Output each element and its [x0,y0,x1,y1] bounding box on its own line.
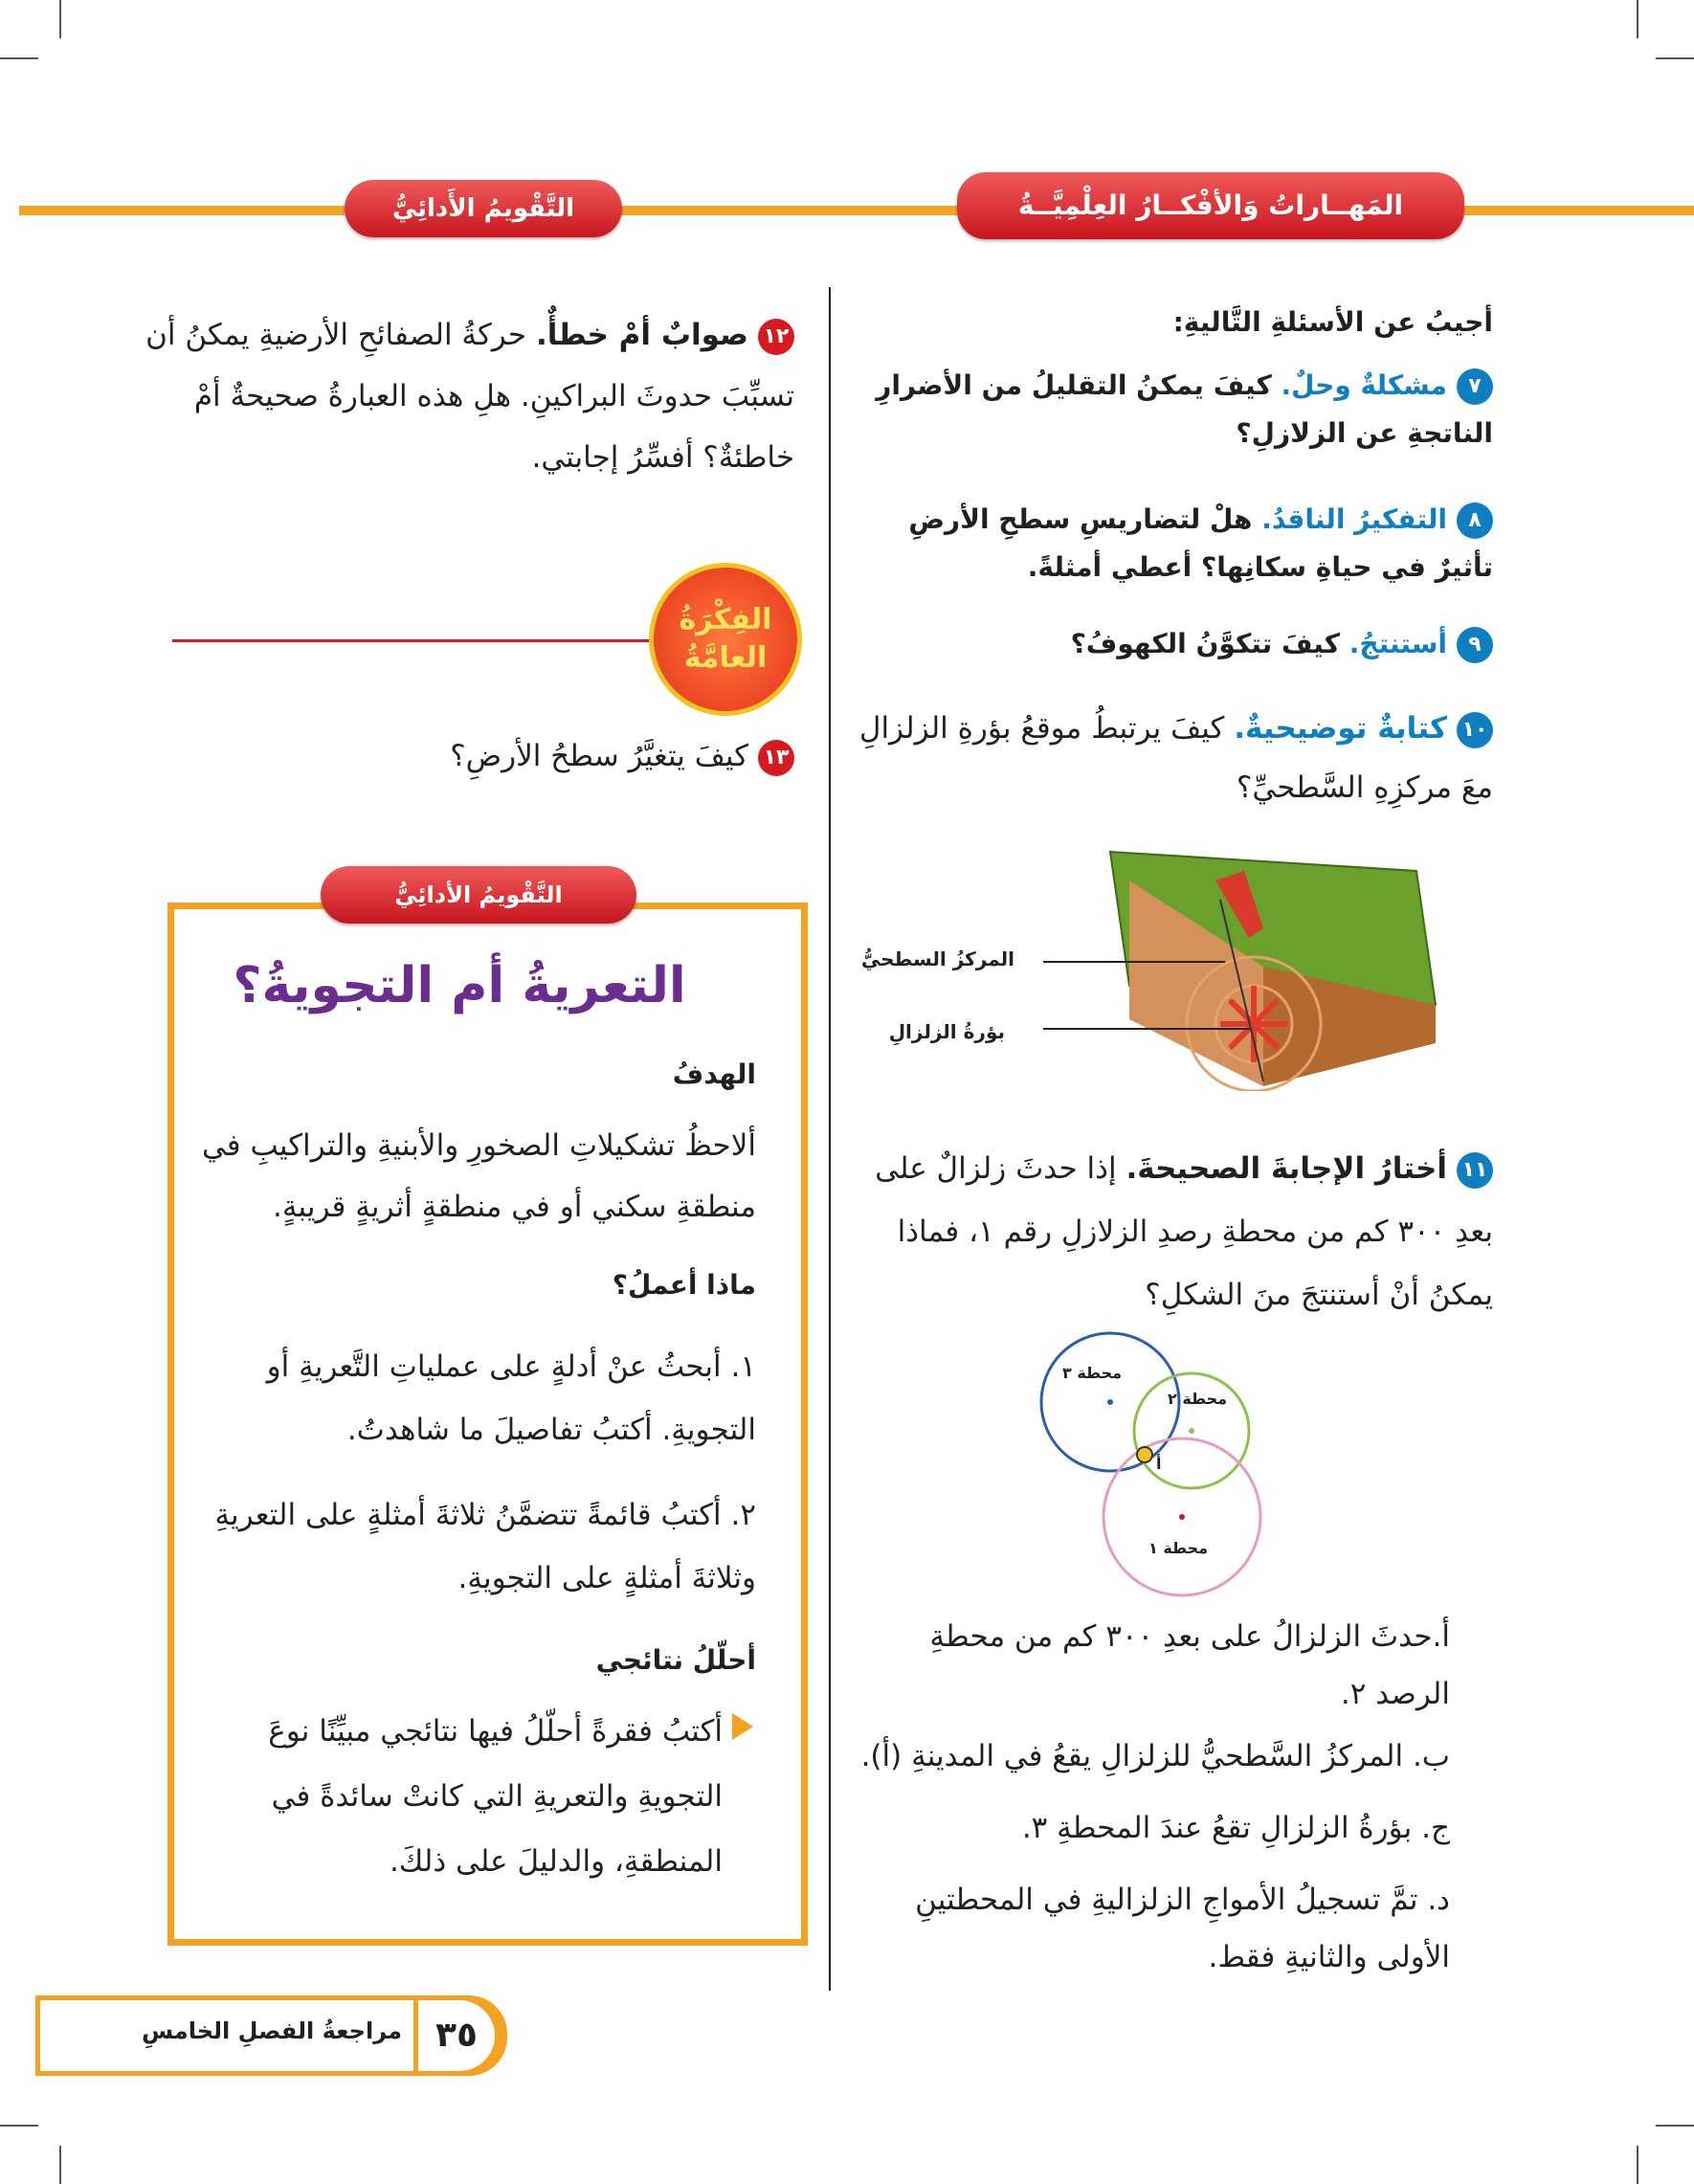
question-text: كيفَ تتكوَّنُ الكهوفُ؟ [1070,628,1340,659]
question-10 [852,699,1493,817]
step-2: ٢. أكتبُ قائمةً تتضمَّنُ ثلاثةَ أمثلةٍ على التعريةِ وثلاثةَ أمثلةٍ على التجويةِ. [214,1498,756,1595]
question-number: ١٣ [758,740,794,776]
arrow-bullet-icon [732,1713,753,1740]
station-2-label: محطة ٢ [1168,1390,1228,1408]
question-heading: كتابةٌ توضيحيةٌ. [1234,711,1447,746]
box-banner: التَّقْويمُ الأدائِيُّ [321,866,636,924]
question-13 [287,732,794,780]
question-text: حركةُ الصفائحِ الأرضيةِ يمكنُ أن تسبِّبَ حدوثَ البراكينِ. هلِ هذه العبارةُ صحيحةٌ أمْ خاطئةٌ؟ أفسِّرُ إجابتي. [145,318,794,475]
question-number: ٨ [1457,502,1493,539]
option-b: ب. المركزُ السَّطحيُّ للزلزالِ يقعُ في المدينةِ (أ). [860,1739,1450,1773]
label-epicenter: المركزُ السطحيُّ [860,947,1014,970]
question-text: كيفَ يتغيَّرُ سطحُ الأرضِ؟ [450,739,748,773]
option-d: د. تمَّ تسجيلُ الأمواجِ الزلزاليةِ في المحطتينِ الأولى والثانيةِ فقط. [915,1883,1450,1974]
question-heading: أختارُ الإجابةَ الصحيحةَ. [1126,1151,1447,1186]
analyze-text: أكتبُ فقرةً أحلّلُ فيها نتائجي مبيِّنًا نوعَ التجويةِ والتعريةِ التي كانتْ سائدةً في المنطقةِ، والدليلَ على ذلكَ. [268,1714,723,1879]
question-7 [852,362,1493,457]
question-9 [852,620,1493,668]
crop-mark [59,0,61,38]
station-3-label: محطة ٣ [1062,1364,1123,1382]
question-11 [852,1137,1493,1326]
crop-mark [1656,57,1694,59]
question-number: ٧ [1457,368,1493,405]
question-text: كيفَ يمكنُ التقليلُ من الأضرارِ الناتجةِ عن الزلازلِ؟ [876,369,1493,449]
column-divider [829,287,831,1991]
option-a: أ.حدثَ الزلزالُ على بعدِ ٣٠٠ كم من محطةِ الرصد ٢. [929,1619,1450,1711]
big-idea-badge: الفِكْرَةُ العامَّةُ [649,563,802,716]
skills-banner: المَهــاراتُ وَالأفْكــارُ العِلْمِيَّــةُ [957,172,1464,239]
step-1: ١. أبحثُ عنْ أدلةٍ على عملياتِ التَّعريةِ أو التجويةِ. أكتبُ تفاصيلَ ما شاهدتُ. [266,1349,756,1447]
crop-mark [1637,2146,1638,2184]
question-text: هلْ لتضاريسِ سطحِ الأرضِ تأثيرٌ في حياةِ سكانِها؟ أعطي أمثلةً. [908,503,1493,583]
questions-intro: أجيبُ عن الأسئلةِ التَّاليةِ: [1172,306,1493,338]
crop-mark [1656,2125,1694,2127]
question-text: إذا حدثَ زلزالٌ على بعدِ ٣٠٠ كم من محطةِ رصدِ الزلازلِ رقم ١، فماذا يمكنُ أنْ أستنتجَ منَ الشكلِ؟ [875,1151,1493,1312]
question-heading: التفكيرُ الناقدُ. [1261,503,1447,535]
question-heading: صوابٌ أمْ خطأٌ. [535,318,748,352]
question-heading: مشكلةٌ وحلٌ. [1281,369,1447,401]
crop-mark [1637,0,1638,38]
question-text: كيفَ يرتبطُ موقعُ بؤرةِ الزلزالِ معَ مركزِهِ السَّطحيِّ؟ [858,711,1493,805]
question-number: ١٢ [758,319,794,355]
analyze-heading: أحلّلُ نتائجي [595,1644,756,1676]
box-title: التعريةُ أم التجويةُ؟ [233,957,686,1014]
what-heading: ماذا أعملُ؟ [612,1269,756,1301]
question-12 [144,304,794,488]
goal-text: ألاحظُ تشكيلاتِ الصخورِ والأبنيةِ والتراكيبِ في منطقةِ سكني أو في منطقةٍ أثريةٍ قريبةٍ. [201,1128,756,1224]
goal-heading: الهدفُ [672,1059,756,1090]
label-focus: بؤرةُ الزلزالِ [888,1020,1005,1043]
big-idea-rule [172,639,651,642]
question-number: ١١ [1457,1152,1493,1189]
option-c: ج. بؤرةُ الزلزالِ تقعُ عندَ المحطةِ ٣. [1021,1811,1450,1845]
station-1-label: محطة ١ [1148,1539,1209,1557]
question-number: ١٠ [1457,712,1493,748]
header-rule [613,206,957,215]
question-heading: أستنتجُ. [1349,628,1447,659]
page-number: ٣٥ [418,2000,495,2071]
question-number: ٩ [1457,627,1493,663]
performance-banner: التَّقْويمُ الأَدائِيُّ [345,180,622,237]
crop-mark [0,57,38,59]
header-rule [19,206,345,215]
point-a-label: أ [1156,1455,1162,1473]
crop-mark [0,2125,38,2127]
crop-mark [59,2146,61,2184]
chapter-title: مراجعةُ الفصلِ الخامسِ [141,2017,402,2044]
header-rule [1464,206,1694,215]
question-8 [852,496,1493,591]
